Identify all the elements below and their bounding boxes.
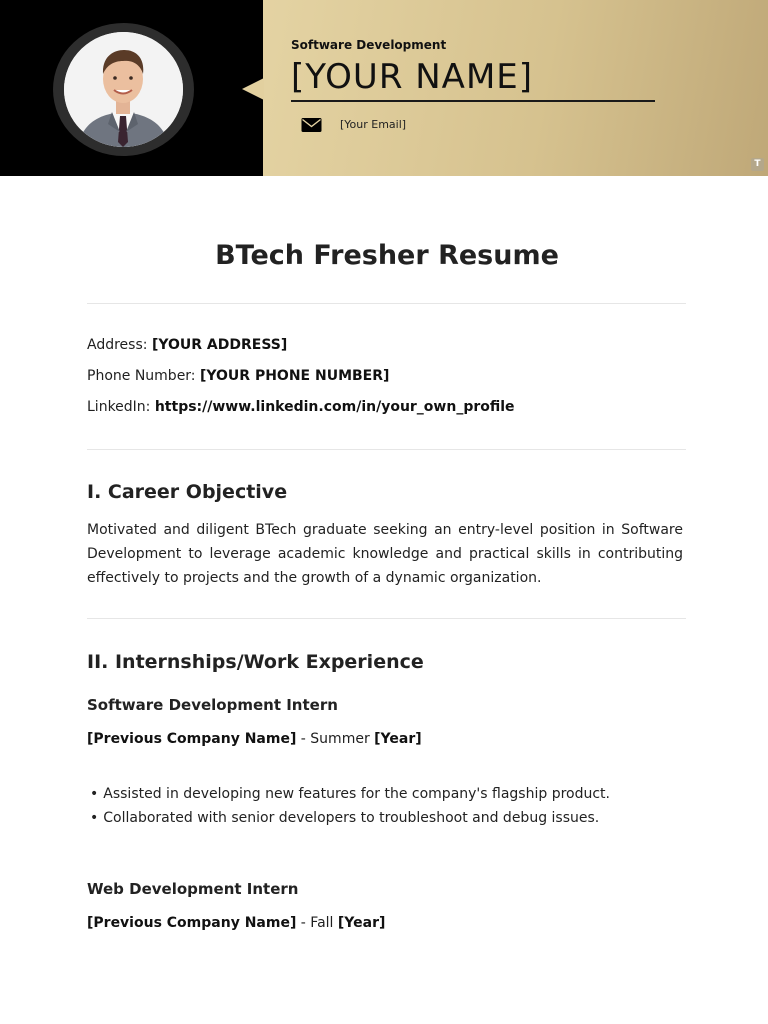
list-item: • Collaborated with senior developers to troubleshoot and debug issues. <box>90 806 610 830</box>
address-line <box>87 337 287 353</box>
experience-heading: II. Internships/Work Experience <box>87 651 424 673</box>
envelope-icon <box>301 117 322 133</box>
email-placeholder: [Your Email] <box>340 118 407 131</box>
template-badge: T <box>751 158 764 171</box>
resume-header <box>0 0 768 176</box>
address-value: [YOUR ADDRESS] <box>151 337 288 353</box>
linkedin-line <box>87 399 515 415</box>
job-title: Web Development Intern <box>87 880 299 898</box>
divider <box>87 618 686 619</box>
linkedin-link[interactable]: https://www.linkedin.com/in/your_own_profile <box>154 399 515 415</box>
job-role: Software Development <box>291 38 447 52</box>
company-name: [Previous Company Name] <box>87 915 297 931</box>
divider <box>87 303 686 304</box>
job-title: Software Development Intern <box>87 696 338 714</box>
job-company-line <box>87 731 422 747</box>
list-item: • Assisted in developing new features for the company's flagship product. <box>90 782 610 806</box>
company-name: [Previous Company Name] <box>87 731 297 747</box>
candidate-name: [YOUR NAME] <box>291 56 655 102</box>
linkedin-label: LinkedIn: <box>87 399 151 415</box>
career-objective-text: Motivated and diligent BTech graduate seeking an entry-level position in Software Development to leverage academic knowledge and practical skills in contributing effectively to projects and the growth of a dynamic organization. <box>87 522 683 586</box>
job-period: - Summer <box>296 731 375 747</box>
header-pointer <box>242 78 264 100</box>
phone-value: [YOUR PHONE NUMBER] <box>199 368 390 384</box>
phone-label: Phone Number: <box>87 368 196 384</box>
job-year: [Year] <box>374 731 422 747</box>
person-portrait-icon <box>64 32 183 147</box>
address-label: Address: <box>87 337 148 353</box>
job-year: [Year] <box>337 915 386 931</box>
job-company-line <box>87 915 385 931</box>
profile-photo <box>64 32 183 147</box>
phone-line <box>87 368 389 384</box>
document-title: BTech Fresher Resume <box>215 240 559 271</box>
job-period: - Fall <box>296 915 338 931</box>
job-responsibilities <box>90 782 610 830</box>
career-objective-heading: I. Career Objective <box>87 481 288 503</box>
divider <box>87 449 686 450</box>
